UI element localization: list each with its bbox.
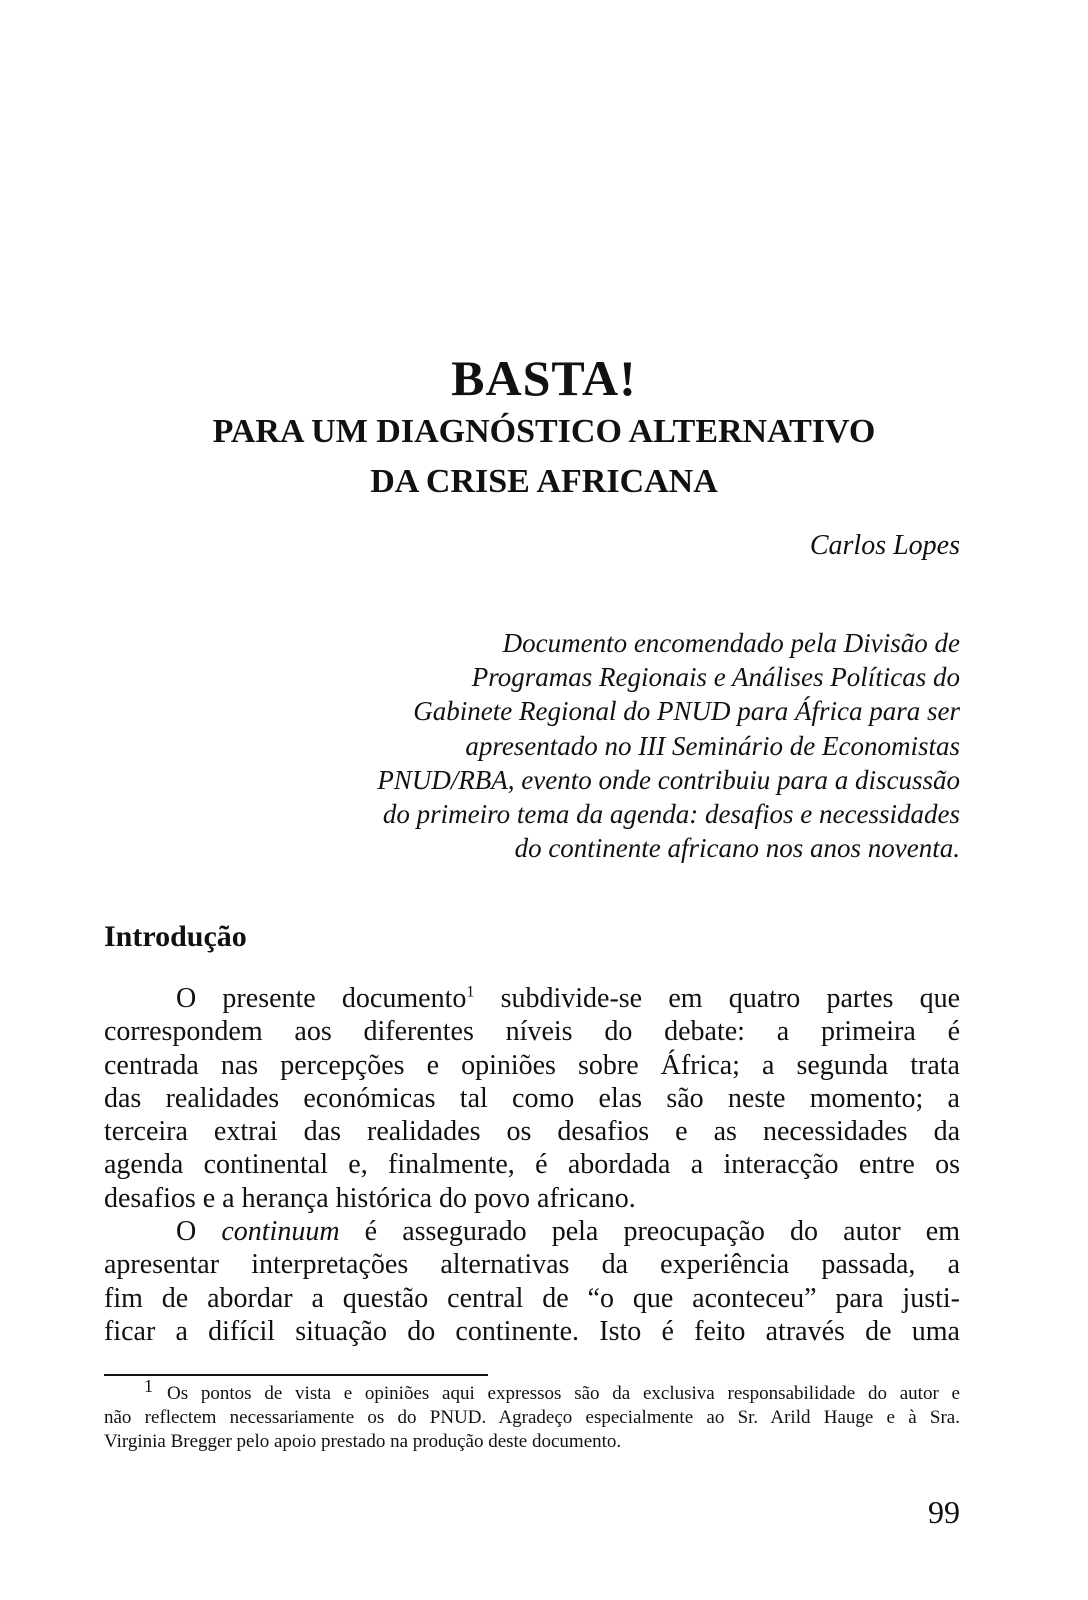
paragraph-1-line: agenda continental e, finalmente, é abordada a interacção entre os bbox=[104, 1149, 960, 1181]
paragraph-2-line: ficar a difícil situação do continente. Isto é feito através de uma bbox=[104, 1315, 960, 1347]
author-name: Carlos Lopes bbox=[809, 530, 960, 561]
epigraph-line: PNUD/RBA, evento onde contribuiu para a discussão bbox=[377, 764, 960, 795]
footnote-line: Virginia Bregger pelo apoio prestado na produção deste documento. bbox=[104, 1431, 622, 1452]
footnote-line: $^1$ Os pontos de vista e opiniões aqui expressos são da exclusiva responsabilidade do autor e bbox=[144, 1375, 960, 1404]
page-title: BASTA! bbox=[451, 350, 637, 406]
paragraph-2-line: O continuum é assegurado pela preocupação do autor em bbox=[176, 1216, 960, 1248]
epigraph-line: do primeiro tema da agenda: desafios e necessidades bbox=[382, 799, 960, 830]
paragraph-2-line: fim de abordar a questão central de “o que aconteceu” para justi- bbox=[104, 1282, 960, 1314]
paragraph-2-line: apresentar interpretações alternativas da experiência passada, a bbox=[104, 1249, 960, 1281]
paragraph-1-line: terceira extrai das realidades os desafios e as necessidades da bbox=[104, 1116, 960, 1148]
epigraph-line: do continente africano nos anos noventa. bbox=[514, 833, 960, 864]
epigraph-line: apresentado no III Seminário de Economistas bbox=[465, 730, 960, 761]
paragraph-1-line: correspondem aos diferentes níveis do debate: a primeira é bbox=[104, 1016, 960, 1048]
epigraph-line: Gabinete Regional do PNUD para África para ser bbox=[413, 696, 960, 727]
epigraph-line: Documento encomendado pela Divisão de bbox=[502, 628, 960, 658]
footnote-line: não reflectem necessariamente os do PNUD. Agradeço especialmente ao Sr. Arild Hauge e à Sra. bbox=[104, 1407, 960, 1428]
subtitle-line-2: DA CRISE AFRICANA bbox=[370, 463, 718, 500]
footnote-reference: 1 bbox=[466, 983, 475, 1001]
section-heading: Introdução bbox=[104, 920, 247, 953]
epigraph bbox=[240, 626, 960, 865]
paragraph-1-line: das realidades económicas tal como elas são neste momento; a bbox=[104, 1082, 960, 1114]
footnote-marker: 1 bbox=[144, 1375, 153, 1396]
paragraph-1-line: O presente documento$^1$ subdivide-se em quatro partes que bbox=[176, 983, 960, 1014]
paragraph-1-line: centrada nas percepções e opiniões sobre África; a segunda trata bbox=[104, 1049, 960, 1081]
footnote bbox=[104, 1375, 960, 1454]
paragraph-1-line: desafios e a herança histórica do povo africano. bbox=[104, 1182, 636, 1214]
italic-term: continuum bbox=[221, 1216, 340, 1248]
epigraph-line: Programas Regionais e Análises Políticas do bbox=[471, 662, 960, 693]
page-number: 99 bbox=[928, 1494, 960, 1530]
body-text bbox=[104, 982, 960, 1348]
subtitle-line-1: PARA UM DIAGNÓSTICO ALTERNATIVO bbox=[212, 413, 876, 450]
